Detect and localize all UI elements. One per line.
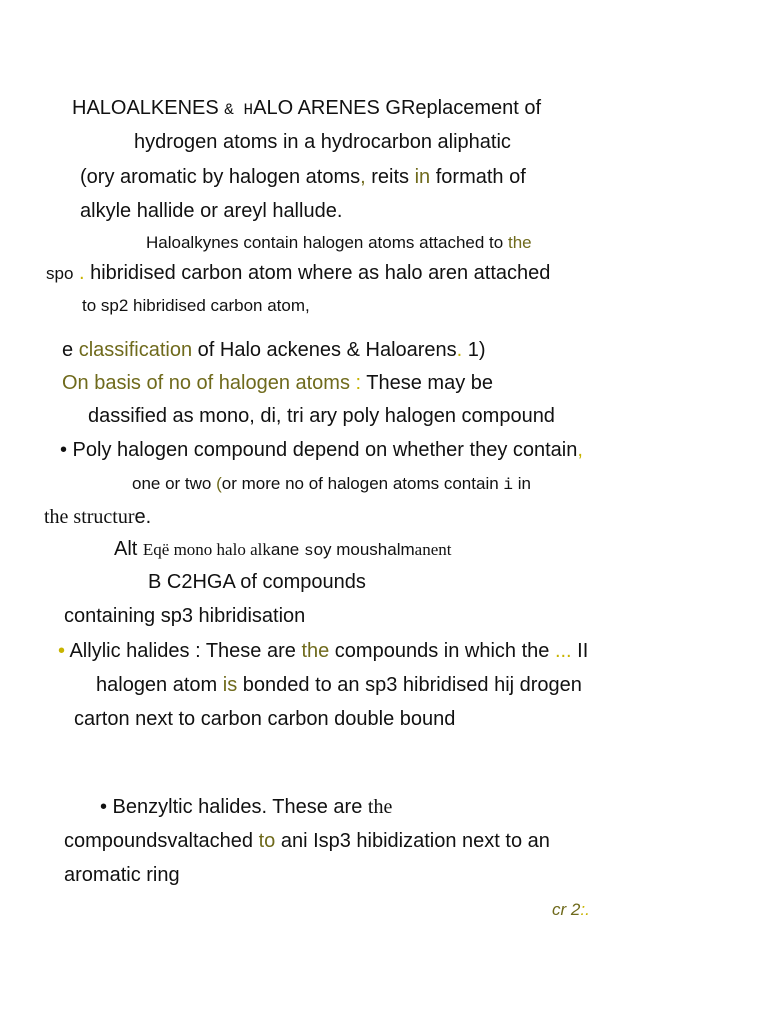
text: the [301,640,330,662]
text-line-23 [552,898,590,922]
text-line-12 [132,472,531,497]
text-line-20 [100,795,392,819]
text: HALOALKENES [72,97,225,119]
text: B C2HGA of compounds [148,571,366,593]
text: alkyle hallide or areyl hallude. [80,200,343,222]
text: bonded to an sp3 hibridised hij drogen [237,674,582,696]
text-line-18 [96,673,582,697]
text: compounds in which the [329,640,555,662]
text: Haloalkynes contain halogen atoms attached to [146,233,508,252]
text-line-9 [62,371,493,395]
text: • Benzyltic halides. These are [100,796,368,818]
text: ani Isp3 hibidization next to an [275,830,550,852]
text: containing sp3 hibridisation [64,605,306,627]
text-line-5 [146,231,532,255]
text: :. [580,900,590,919]
text: one or two [132,474,217,493]
text: aromatic ring [64,864,180,886]
text: Allylic halides : These are [65,640,302,662]
text: Eqë mono halo alk [142,540,271,559]
text: compoundsvaltached [64,830,259,852]
text: II [571,640,589,662]
text: H [233,101,254,119]
text: anent [414,540,452,559]
text: • Poly halogen compound depend on whether they contain [60,439,578,461]
text: (ory aromatic by halogen atoms [80,166,361,188]
text: oy moushalm [313,540,415,559]
text-line-8 [62,338,486,362]
text-line-15 [148,570,366,594]
text-line-3 [80,165,526,189]
text: , [577,439,583,461]
text: i [503,476,514,494]
text: ( [216,474,222,493]
text: e [62,339,79,361]
text: hydrogen atoms in a hydrocarbon aliphatic [134,131,511,153]
text: Alt [114,538,143,560]
text: ALO ARENES GReplacement of [253,97,542,119]
text: in [513,474,531,493]
text: carton next to carbon carbon double bound [74,708,456,730]
text-line-4 [80,199,342,223]
text: s [303,542,314,560]
text-line-10 [88,404,555,428]
text-line-13 [44,505,151,529]
text: classification [78,339,193,361]
text: to [258,830,276,852]
text: to sp2 hibridised carbon atom, [82,296,310,315]
text: On basis of no of halogen atoms [62,372,350,394]
text-line-21 [64,829,550,853]
text: . [456,339,463,361]
text: the [507,233,532,252]
text-line-11 [60,438,583,462]
text-line-19 [74,707,455,731]
text-line-6 [46,261,550,286]
text: ane [270,540,304,559]
text: in [414,166,431,188]
text: reits [365,166,415,188]
text: 1) [462,339,486,361]
text: , [360,166,366,188]
text-line-22 [64,863,180,887]
text: cr 2 [552,900,581,919]
text: spo [46,264,74,283]
text: • [58,640,66,662]
text: the structur [44,506,135,528]
text: or more no of halogen atoms contain [221,474,504,493]
text: of Halo ackenes & Haloarens [192,339,457,361]
text: & [224,101,234,119]
text: e. [134,506,152,528]
text: the [367,796,393,818]
text: hibridised carbon atom where as halo aren attached [90,262,551,284]
text-line-16 [64,604,305,628]
heading-line-1 [72,96,541,122]
text-line-17 [58,639,588,663]
text: halogen atom [96,674,223,696]
text: is [222,674,238,696]
text: These may be [366,372,494,394]
text-line-2 [134,130,511,154]
text: dassified as mono, di, tri ary poly halogen compound [88,405,555,427]
text: ... [554,640,572,662]
text-line-14 [114,537,452,563]
text: . [73,262,91,284]
text: formath of [430,166,526,188]
text-line-7 [82,294,310,318]
text: : [349,372,367,394]
